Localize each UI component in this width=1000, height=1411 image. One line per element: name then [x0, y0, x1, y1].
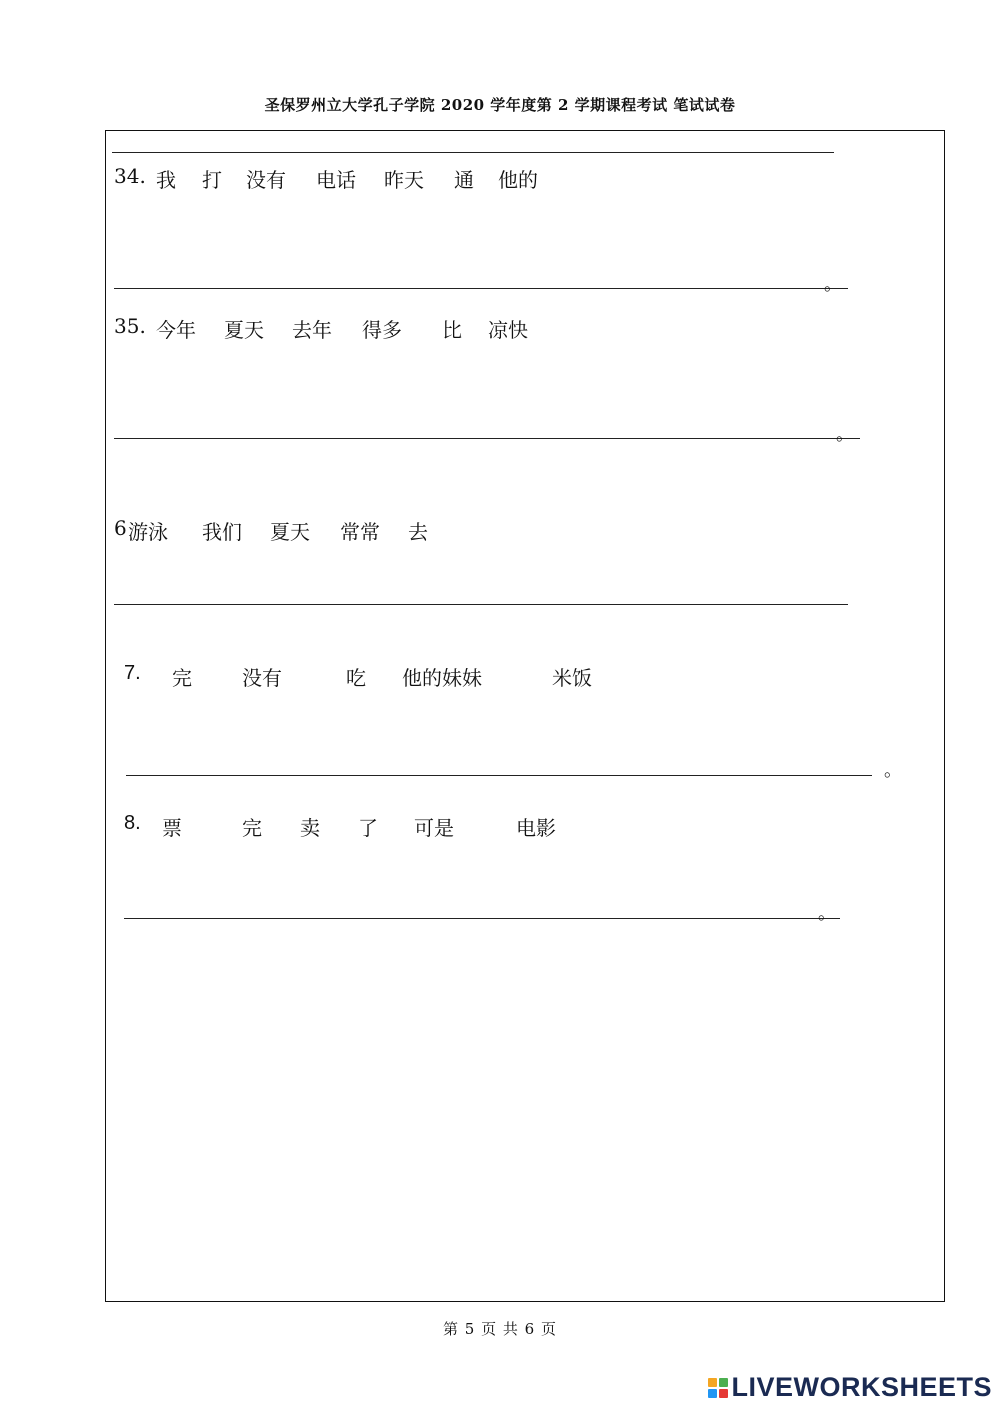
word-tile: 吃 — [346, 666, 366, 690]
question-8 — [124, 812, 644, 842]
question-number: 6 — [114, 516, 127, 540]
word-tile: 去年 — [292, 318, 332, 342]
word-tile: 电话 — [316, 168, 356, 192]
period-35: 。 — [836, 424, 854, 445]
answer-line-35[interactable] — [114, 438, 860, 439]
question-7 — [124, 662, 644, 692]
word-tile: 游泳 — [128, 520, 168, 544]
word-tile: 打 — [202, 168, 222, 192]
word-tile: 了 — [358, 816, 378, 840]
word-tile: 卖 — [300, 816, 320, 840]
period-7: 。 — [884, 760, 902, 781]
word-tile: 没有 — [246, 168, 286, 192]
word-tile: 通 — [454, 168, 474, 192]
logo-square-orange — [708, 1378, 717, 1387]
word-tile: 完 — [242, 816, 262, 840]
word-tile: 去 — [408, 520, 428, 544]
question-34 — [114, 164, 614, 194]
word-tile: 电影 — [516, 816, 556, 840]
logo-square-blue — [708, 1389, 717, 1398]
question-6 — [114, 516, 614, 546]
period-8: 。 — [818, 903, 836, 924]
top-rule — [112, 152, 834, 153]
exam-frame — [105, 130, 945, 1302]
word-tile: 可是 — [414, 816, 454, 840]
word-tile: 我们 — [202, 520, 242, 544]
period-34: 。 — [824, 274, 842, 295]
logo-square-red — [719, 1389, 728, 1398]
liveworksheets-logo-icon — [708, 1378, 728, 1398]
word-tile: 今年 — [156, 318, 196, 342]
brand-name: LIVEWORKSHEETS — [731, 1372, 992, 1402]
question-number: 34. — [114, 164, 146, 188]
answer-line-34[interactable] — [114, 288, 848, 289]
word-tile: 米饭 — [552, 666, 592, 690]
word-tile: 他的妹妹 — [402, 666, 482, 690]
question-number: 8. — [124, 812, 141, 834]
word-tile: 我 — [156, 168, 176, 192]
word-tile: 得多 — [362, 318, 402, 342]
logo-square-green — [719, 1378, 728, 1387]
liveworksheets-brand[interactable] — [708, 1372, 992, 1403]
word-tile: 他的 — [498, 168, 538, 192]
word-tile: 昨天 — [384, 168, 424, 192]
answer-line-6[interactable] — [114, 604, 848, 605]
question-35 — [114, 314, 614, 344]
word-tile: 完 — [172, 666, 192, 690]
word-tile: 没有 — [242, 666, 282, 690]
word-tile: 凉快 — [488, 318, 528, 342]
word-tile: 票 — [162, 816, 182, 840]
word-tile: 常常 — [340, 520, 380, 544]
word-tile: 夏天 — [224, 318, 264, 342]
answer-line-7[interactable] — [126, 775, 872, 776]
question-number: 35. — [114, 314, 146, 338]
answer-line-8[interactable] — [124, 918, 840, 919]
word-tile: 比 — [442, 318, 462, 342]
exam-header: 圣保罗州立大学孔子学院 2020 学年度第 2 学期课程考试 笔试试卷 — [264, 96, 736, 114]
word-tile: 夏天 — [270, 520, 310, 544]
page-number: 第 5 页 共 6 页 — [443, 1320, 557, 1338]
question-number: 7. — [124, 662, 141, 684]
